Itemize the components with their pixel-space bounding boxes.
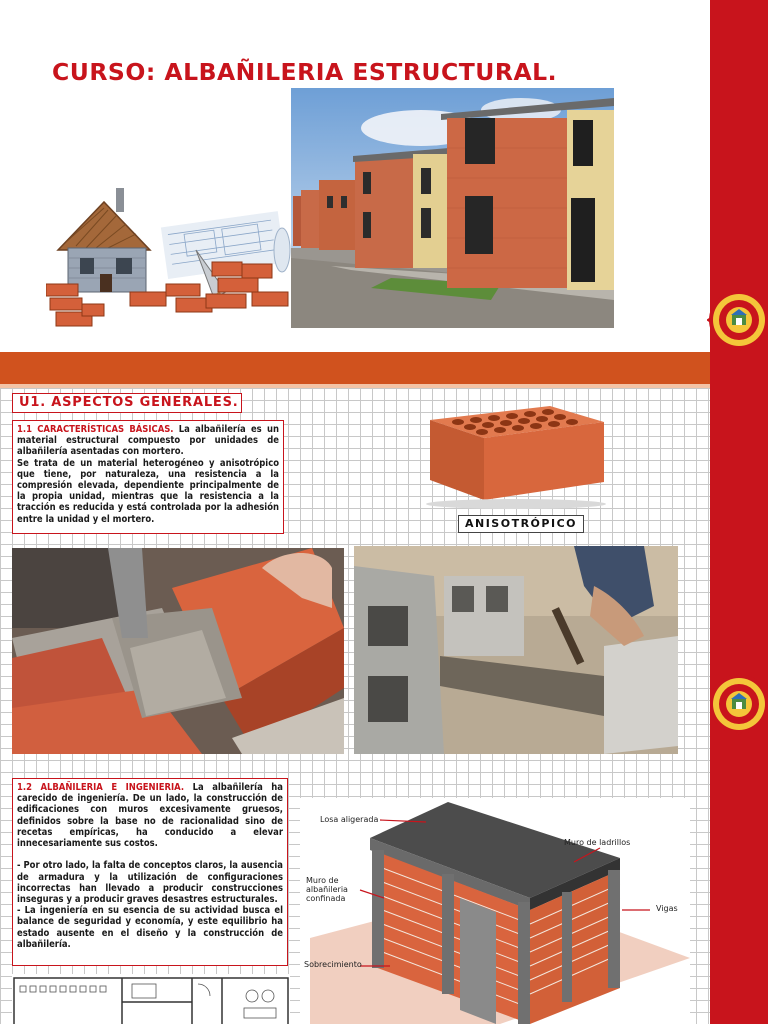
label-losa: Losa aligerada: [320, 815, 379, 824]
faculty-logo-icon: [707, 672, 768, 736]
concrete-blocks-photo: [354, 546, 678, 754]
slide-separator-bar: [0, 352, 710, 384]
basic-characteristics-textbox: [12, 420, 284, 534]
box1-body: Se trata de un material heterogéneo y anisotrópico que tiene, por naturaleza, una resistencia a la compresión elevada, dependiente principalmente de la propia unidad, mientras que la resistencia a la tracción es reducida y está controlada por la adhesión entre la unidad y el mortero.: [17, 457, 279, 525]
masonry-engineering-textbox: [12, 778, 288, 966]
course-title: CURSO: ALBAÑILERIA ESTRUCTURAL.: [52, 58, 558, 86]
box1-lead: La albañilería es un material estructural compuesto por unidades de albañilería asentadas con mortero.: [17, 424, 279, 458]
box2-lead: La albañilería ha carecido de ingeniería. De un lado, la construcción de edificaciones con muros excesivamente gruesos, definidos sobre la base no de racionalidad sino de recetas empíricas, ha conducido a elevar innecesariamente sus costos.: [17, 782, 283, 850]
box2-heading: 1.2 ALBAÑILERIA E INGENIERIA.: [17, 782, 185, 793]
box2-para3: - La ingeniería en su esencia de su actividad busca el balance de seguridad y economía, y este equilibrio ha estado ausente en el diseño y la construcción de albañilería.: [17, 905, 283, 950]
section-heading: U1. ASPECTOS GENERALES.: [12, 393, 242, 413]
label-sobrecimiento: Sobrecimiento: [304, 960, 362, 969]
faculty-logo-icon: [707, 288, 768, 352]
bricklaying-mortar-photo: [12, 548, 344, 754]
anisotropic-label: ANISOTRÓPICO: [458, 515, 584, 533]
box1-heading: 1.1 CARACTERÍSTICAS BÁSICAS.: [17, 424, 174, 435]
house-construction-illustration: [46, 180, 292, 328]
confined-masonry-drawing: [300, 798, 690, 1024]
floor-plan-drawing: [12, 974, 290, 1024]
label-vigas: Vigas: [656, 904, 678, 913]
label-muro-confinado-2: albañileria: [306, 885, 348, 894]
title-slide: [0, 0, 768, 350]
label-muro-confinado-1: Muro de: [306, 876, 339, 885]
hollow-brick-image: [420, 400, 610, 510]
confined-masonry-diagram: [300, 798, 690, 1024]
right-red-strip: [710, 0, 768, 1024]
label-muro-ladrillos: Muro de ladrillos: [564, 838, 631, 847]
label-muro-confinado-3: confinada: [306, 894, 346, 903]
box2-para2: - Por otro lado, la falta de conceptos claros, la ausencia de armadura y la utilización de configuraciones incorrectas han llevado a producir construcciones inseguras y a producir graves desastres estructurales.: [17, 860, 283, 906]
houses-street-photo: [291, 88, 614, 328]
